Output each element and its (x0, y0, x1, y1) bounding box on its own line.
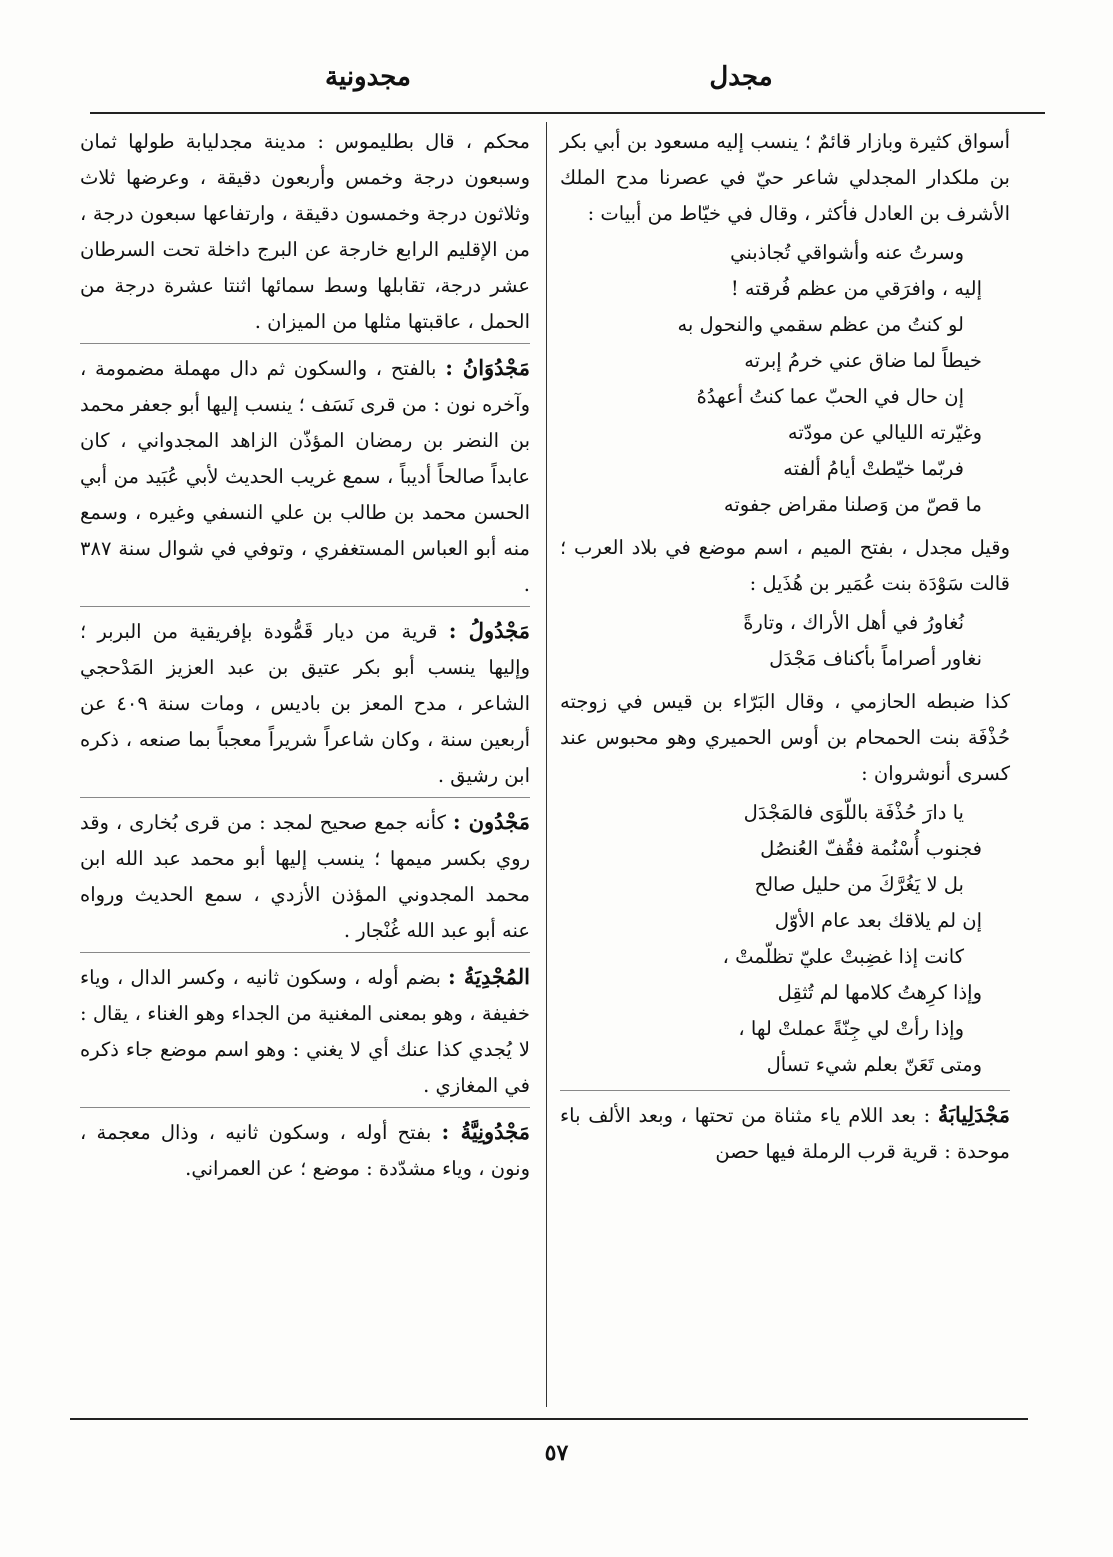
entry-divider (80, 1107, 530, 1108)
entry-headword: مَجْدَلِيابَةُ (937, 1102, 1010, 1127)
entry-text: بضم أوله ، وسكون ثانيه ، وكسر الدال ، وياء خفيفة ، وهو بمعنى المغنية من الجداء وهو الغناء ، يقال : لا يُجدي كذا عنك أي لا يغني : وهو اسم موضع جاء ذكره في المغازي . (80, 966, 530, 1097)
paragraph: أسواق كثيرة وبازار قائمٌ ؛ ينسب إليه مسعود بن أبي بكر بن ملكدار المجدلي شاعر حيّ في عصرنا مدح الملك الأشرف بن العادل فأكثر ، وقال في خيّاط من أبيات : (560, 130, 1010, 225)
entry-text: كأنه جمع صحيح لمجد : من قرى بُخارى ، وقد روي بكسر ميمها ؛ ينسب إليها أبو محمد عبد الله ابن محمد المجدوني المؤذن الأزدي ، سمع الحديث ورواه عنه أبو عبد الله غُنْجار . (80, 811, 530, 942)
verse-line: نُغاورُ في أهل الأراك ، وتارةً (743, 611, 964, 634)
paragraph: كذا ضبطه الحازمي ، وقال البَرّاء بن قيس في زوجته حُذْفَة بنت الحمحام بن أوس الحميري وهو محبوس عند كسرى أنوشروان : (560, 690, 1010, 785)
verse-line: بل لا يَغُرَّكَ من حليل صالح (754, 873, 964, 896)
top-rule (90, 112, 1045, 114)
right-column (560, 124, 1010, 1173)
verse-line: كانت إذا غضِبتْ عليّ تظلّمتْ ، (722, 945, 964, 968)
verse-line: خيطاً لما ضاق عني خرمُ إبرته (744, 349, 982, 372)
entry-headword: مَجْدُون : (452, 809, 531, 834)
entry-divider (80, 797, 530, 798)
entry-headword: المُجْدِيَةُ : (448, 964, 530, 989)
bottom-rule (70, 1418, 1028, 1420)
entry-text: بالفتح ، والسكون ثم دال مهملة مضمومة ، وآخره نون : من قرى نَسَف ؛ ينسب إليها أبو جعفر محمد بن النضر بن رمضان المؤذّن الزاهد المجدواني ، كان عابداً صالحاً أديباً ، سمع غريب الحديث لأبي عُبَيد من أبي الحسن محمد بن طالب بن علي النسفي وغيره ، وسمع منه أبو العباس المستغفري ، وتوفي في شوال سنة ٣٨٧ . (80, 357, 530, 596)
verse-line: إن حال في الحبّ عما كنتُ أعهدُهُ (696, 385, 964, 408)
verse-line: فجنوب أُسْنُمة فقُفّ العُنصُل (760, 837, 982, 860)
paragraph: وقيل مجدل ، بفتح الميم ، اسم موضع في بلاد العرب ؛ قالت سَوْدَة بنت عُمَير بن هُذَيل : (560, 536, 1010, 595)
entry-text: قرية من ديار قَمُّودة بإفريقية من البربر ؛ وإليها ينسب أبو بكر عتيق بن عبد العزيز المَدْحجي الشاعر ، مدح المعز بن باديس ، ومات سنة ٤٠٩ عن أربعين سنة ، وكان شاعراً شريراً معجباً بما صنعه ، ذكره ابن رشيق . (80, 620, 530, 787)
dictionary-entry (80, 959, 530, 1104)
verse-line: إليه ، وافرَقي من عظم فُرقته ! (730, 277, 982, 300)
entry-divider (80, 343, 530, 344)
verse-line: إن لم يلاقك بعد عام الأوّل (774, 909, 982, 932)
entry-headword: مَجْدُوَانُ : (445, 355, 530, 380)
entry-text: : بعد اللام ياء مثناة من تحتها ، وبعد الألف باء موحدة : قرية قرب الرملة فيها حصن (560, 1104, 1010, 1163)
verse-line: يا دارَ حُذْفَة باللّوَى فالمَجْدَل (743, 801, 964, 824)
entry-headword: مَجْدُولُ : (448, 618, 530, 643)
poem-verse-block (560, 605, 1010, 677)
dictionary-entry (80, 613, 530, 794)
poem-verse-block (560, 795, 1010, 1083)
left-column (80, 124, 530, 1190)
verse-line: نغاور أصراماً بأكناف مَجْدَل (769, 647, 982, 670)
verse-line: وإذا رأتْ لي جِنّةً عملتْ لها ، (738, 1017, 964, 1040)
verse-line: وإذا كرِهتُ كلامها لم تُثقِل (777, 981, 982, 1004)
column-divider (546, 122, 547, 1407)
dictionary-entry (80, 1114, 530, 1187)
verse-line: فربّما خيّطتْ أيامُ ألفته (783, 457, 964, 480)
dictionary-entry (80, 804, 530, 949)
poem-verse-block (560, 235, 1010, 523)
entry-divider (80, 606, 530, 607)
page-number: ٥٧ (544, 1440, 569, 1466)
verse-line: ومتى تَعَنّ بعلم شيء تسأل (766, 1053, 982, 1076)
entry-divider (80, 952, 530, 953)
running-header-right: مجدل (709, 62, 773, 92)
verse-line: وغيّرته الليالي عن مودّته (787, 421, 982, 444)
verse-line: وسرتُ عنه وأشواقي تُجاذبني (730, 241, 964, 264)
paragraph: محكم ، قال بطليموس : مدينة مجدليابة طولها ثمان وسبعون درجة وخمس وأربعون دقيقة ، وعرضها ثلاث وثلاثون درجة وخمسون دقيقة ، وارتفاعها سبعون درجة ، من الإقليم الرابع خارجة عن البرج داخلة تحت السرطان عشر درجة، تقابلها وسط سمائها اثنتا عشرة درجة من الحمل ، عاقبتها مثلها من الميزان . (80, 130, 530, 333)
dictionary-entry (80, 350, 530, 603)
entry-headword: مَجْدُونِيَّةُ : (441, 1119, 530, 1144)
running-header-left: مجدونية (325, 62, 411, 92)
entry-divider (560, 1090, 1010, 1091)
entry-text: بفتح أوله ، وسكون ثانيه ، وذال معجمة ، ونون ، وياء مشدّدة : موضع ؛ عن العمراني. (80, 1121, 530, 1180)
verse-line: ما قصّ من وَصلنا مقراض جفوته (723, 493, 982, 516)
verse-line: لو كنتُ من عظم سقمي والنحول به (677, 313, 964, 336)
dictionary-entry (560, 1097, 1010, 1170)
